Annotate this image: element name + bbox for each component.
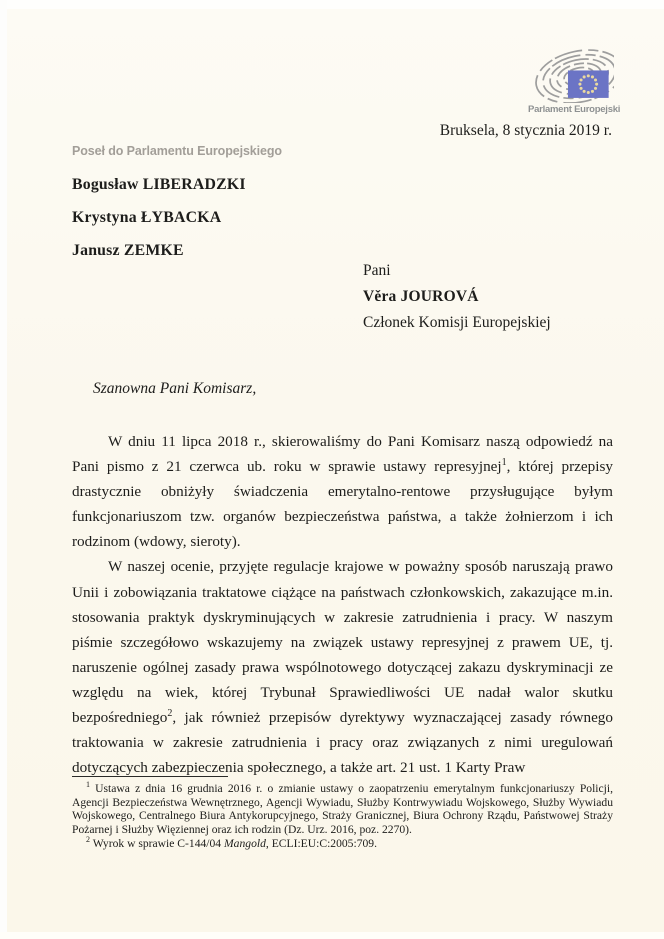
date-line: Bruksela, 8 stycznia 2019 r. bbox=[439, 122, 612, 139]
ep-logo bbox=[528, 44, 621, 115]
ep-hemicycle-icon bbox=[528, 44, 614, 103]
letter-greeting: Szanowna Pani Komisarz, bbox=[93, 380, 257, 397]
recipient-name: Věra JOUROVÁ bbox=[363, 288, 479, 305]
recipient-salutation: Pani bbox=[363, 262, 391, 279]
italic-text: Mangold bbox=[224, 836, 266, 850]
footnote-marker: 2 bbox=[86, 834, 90, 844]
scan-edge-top bbox=[0, 0, 664, 9]
sender-names bbox=[72, 168, 282, 267]
scan-edge-left bbox=[0, 0, 7, 939]
recipient-title: Członek Komisji Europejskiej bbox=[363, 314, 551, 331]
footnote-divider bbox=[72, 776, 228, 777]
letter-paragraph: W dniu 11 lipca 2018 r., skierowaliśmy do Pani Komisarz naszą odpowiedź na Pani pismo z 21 czerwca ub. roku w sprawie ustawy represyjnej$^1$, której przepisy drastycznie obniżyły świadczenia emerytalno-rentowe przysługujące byłym funkcjonariuszom tzw. organów bezpieczeństwa państwa, a także żołnierzom i ich rodzinom (wdowy, sieroty). bbox=[72, 433, 613, 551]
footnote: $^1$ Ustawa z dnia 16 grudnia 2016 r. o zmianie ustawy o zaopatrzeniu emerytalnym funkcjonariuszy Policji, Agencji Bezpieczeństwa Wewnętrznego, Agencji Wywiadu, Służby Kontrwywiadu Wojskowego, Służby Wywiadu Wojskowego, Centralnego Biura Antykorupcyjnego, Straży Granicznej, Biura Ochrony Rządu, Państwowej Straży Pożarnej i Służby Więziennej oraz ich rodzin (Dz. Urz. 2016, poz. 2270). bbox=[72, 780, 613, 837]
sender-name: Janusz ZEMKE bbox=[72, 242, 184, 259]
sender-role-label: Poseł do Parlamentu Europejskiego bbox=[72, 144, 282, 158]
footnotes-section bbox=[72, 776, 613, 851]
footnote-marker: 1 bbox=[86, 780, 90, 790]
footnote-list bbox=[72, 782, 613, 851]
footnote-reference: 1 bbox=[501, 457, 507, 469]
scan-edge-bottom bbox=[0, 932, 664, 939]
footnote-reference: 2 bbox=[167, 707, 173, 719]
letter-body bbox=[72, 429, 613, 780]
ep-logo-caption: Parlament Europejski bbox=[528, 104, 621, 115]
sender-name: Bogusław LIBERADZKI bbox=[72, 176, 246, 193]
sender-block bbox=[72, 144, 282, 267]
recipient-block bbox=[363, 258, 551, 336]
sender-name: Krystyna ŁYBACKA bbox=[72, 209, 222, 226]
footnote: $^2$ Wyrok w sprawie C-144/04 Mangold, ECLI:EU:C:2005:709. bbox=[86, 834, 377, 850]
letter-paragraph: W naszej ocenie, przyjęte regulacje krajowe w poważny sposób naruszają prawo Unii i zobowiązania traktatowe ciążące na państwach członkowskich, zakazujące m.in. stosowania praktyk dyskryminujących w zakresie zatrudnienia i pracy. W naszym piśmie szczegółowo wskazujemy na związek ustawy represyjnej z prawem UE, tj. naruszenie ogólnej zasady prawa wspólnotowego dotyczącej zakazu dyskryminacji ze względu na wiek, której Trybunał Sprawiedliwości UE nadał walor skutku bezpośredniego$^2$, jak również przepisów dyrektywy wyznaczającej zasady równego traktowania w zakresie zatrudnienia i pracy oraz związanych z nimi uregulowań dotyczących zabezpieczenia społecznego, a także art. 21 ust. 1 Karty Praw bbox=[72, 558, 613, 777]
